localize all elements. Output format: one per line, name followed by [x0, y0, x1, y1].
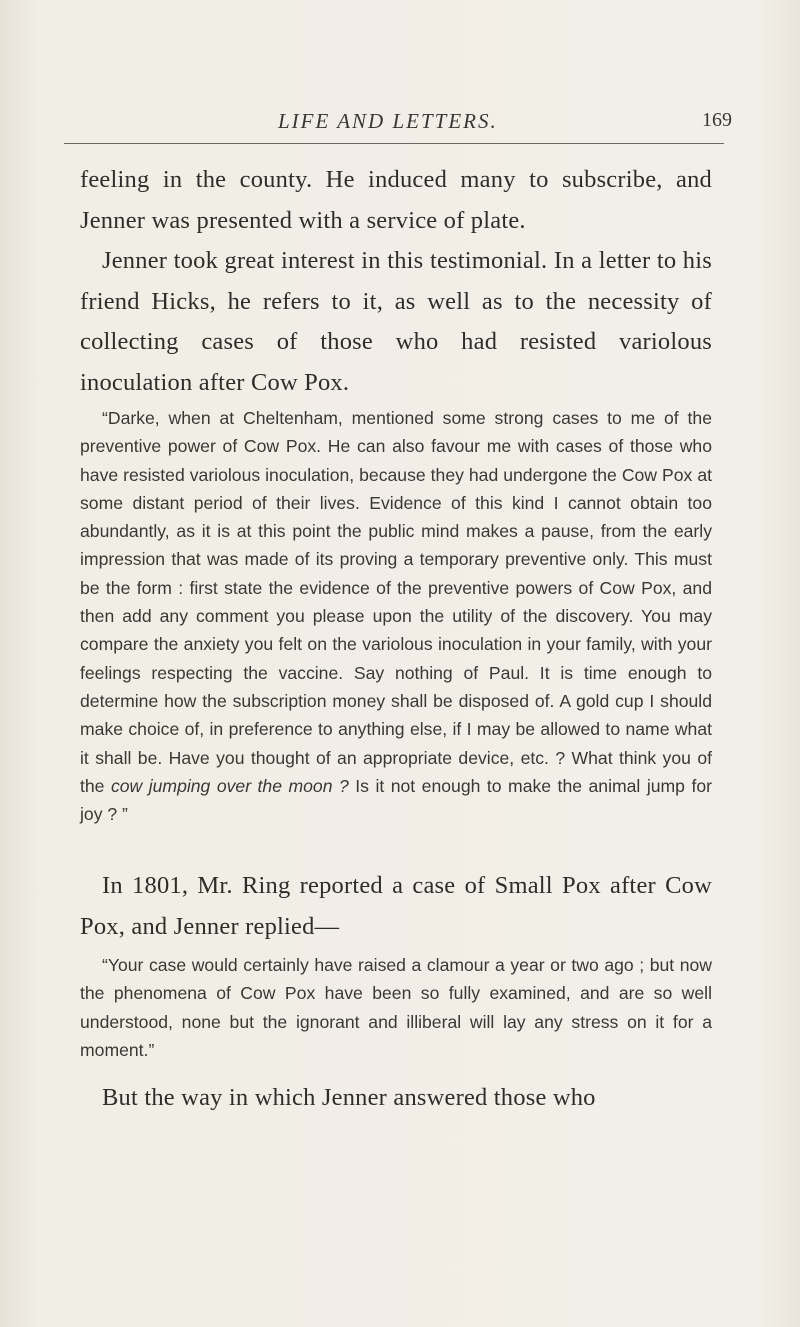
quote-darke-italic: cow jumping over the moon ?: [110, 775, 349, 796]
page-number: 169: [702, 109, 732, 131]
quote-darke-end: Is it not enough to make the animal jump for joy ? ”: [80, 775, 712, 825]
header-rule: [64, 143, 724, 144]
quote-darke: [80, 404, 712, 828]
paragraph-3: In 1801, Mr. Ring reported a case of Small Pox after Cow Pox, and Jenner replied—: [80, 872, 712, 940]
paragraph-1: feeling in the county. He induced many to subscribe, and Jenner was presented with a service of plate.: [80, 166, 712, 234]
page-header: [0, 105, 800, 145]
quote-darke-text: “Darke, when at Cheltenham, mentioned some strong cases to me of the preventive power of Cow Pox. He can also favour me with cases of those who have resisted variolous inoculation, because they had undergone the Cow Pox at some distant period of their lives. Evidence of this kind I cannot obtain too abundantly, as it is at this point the public mind makes a pause, from the early impression that was made of its proving a temporary preventive only. This must be the form : first state the evidence of the preventive powers of Cow Pox, and then add any comment you please upon the utility of the discovery. You may compare the anxiety you felt on the variolous inoculation in your family, with your feelings respecting the vaccine. Say nothing of Paul. It is time enough to determine how the subscription money shall be disposed of. A gold cup I should make choice of, in preference to anything else, if I may be allowed to name what it shall be. Have you thought of an appropriate device, etc. ? What think you of the: [80, 408, 712, 796]
quote-reply: “Your case would certainly have raised a clamour a year or two ago ; but now the phenomena of Cow Pox have been so fully examined, and are so well understood, none but the ignorant and illiberal will lay any stress on it for a moment.”: [80, 955, 712, 1060]
running-title: LIFE AND LETTERS.: [278, 109, 498, 133]
paragraph-4: But the way in which Jenner answered those who: [102, 1084, 596, 1111]
paragraph-2: Jenner took great interest in this testimonial. In a letter to his friend Hicks, he refers to it, as well as to the necessity of collecting cases of those who had resisted variolous inoculation after Cow Pox.: [80, 247, 712, 396]
